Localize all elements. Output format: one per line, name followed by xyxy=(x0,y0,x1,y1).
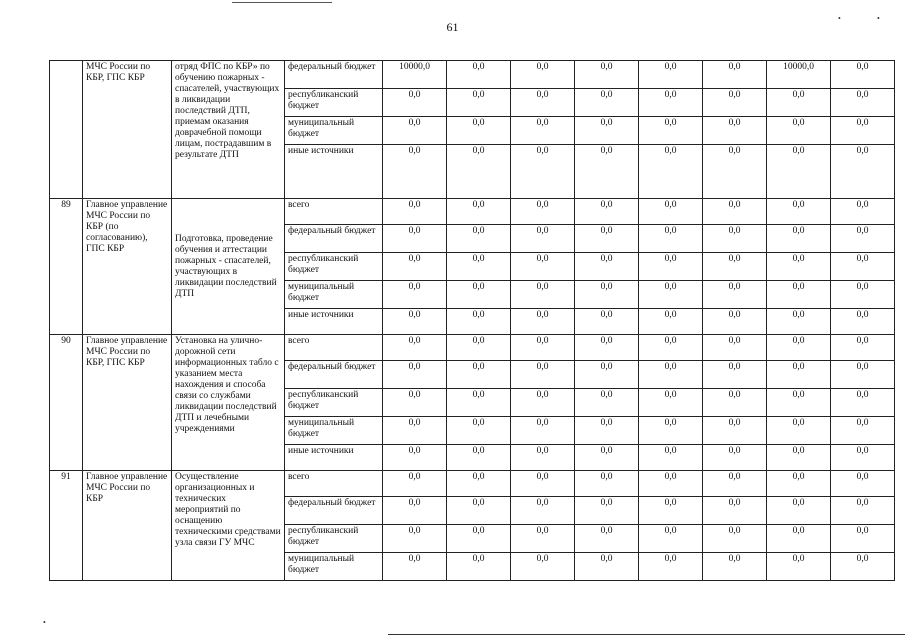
scan-bottom-line xyxy=(388,634,905,635)
amount-cell: 0,0 xyxy=(831,389,895,417)
amount-cell: 0,0 xyxy=(639,117,703,145)
amount-cell: 0,0 xyxy=(703,281,767,309)
amount-cell: 0,0 xyxy=(447,445,511,471)
amount-cell: 0,0 xyxy=(511,335,575,361)
amount-cell: 0,0 xyxy=(831,199,895,225)
amount-cell: 10000,0 xyxy=(383,61,447,89)
amount-cell: 0,0 xyxy=(703,525,767,553)
amount-cell: 0,0 xyxy=(575,471,639,497)
funding-source: республиканский бюджет xyxy=(285,253,383,281)
amount-cell: 0,0 xyxy=(831,417,895,445)
amount-cell: 0,0 xyxy=(639,361,703,389)
amount-cell: 0,0 xyxy=(703,61,767,89)
table-row xyxy=(50,61,895,89)
amount-cell: 0,0 xyxy=(447,389,511,417)
amount-cell: 0,0 xyxy=(511,497,575,525)
amount-cell: 0,0 xyxy=(767,145,831,199)
amount-cell: 0,0 xyxy=(383,89,447,117)
funding-source: всего xyxy=(285,199,383,225)
amount-cell: 0,0 xyxy=(383,253,447,281)
measure-description: Установка на улично-дорожной сети информационных табло с указанием места нахождения и способа связи со службами ликвидации последствий ДТП и лечебными учреждениями xyxy=(172,335,285,471)
scan-speck: • xyxy=(877,14,880,23)
amount-cell: 0,0 xyxy=(831,145,895,199)
amount-cell: 0,0 xyxy=(831,335,895,361)
amount-cell: 0,0 xyxy=(447,89,511,117)
amount-cell: 0,0 xyxy=(639,199,703,225)
amount-cell: 0,0 xyxy=(447,471,511,497)
amount-cell: 0,0 xyxy=(703,361,767,389)
page-number: 61 xyxy=(446,20,459,34)
amount-cell: 0,0 xyxy=(575,309,639,335)
amount-cell: 0,0 xyxy=(511,471,575,497)
amount-cell: 0,0 xyxy=(383,525,447,553)
amount-cell: 0,0 xyxy=(575,525,639,553)
funding-source: федеральный бюджет xyxy=(285,361,383,389)
row-number: 90 xyxy=(50,335,83,471)
amount-cell: 0,0 xyxy=(831,225,895,253)
amount-cell: 0,0 xyxy=(703,471,767,497)
amount-cell: 0,0 xyxy=(639,225,703,253)
amount-cell: 0,0 xyxy=(703,145,767,199)
amount-cell: 0,0 xyxy=(383,497,447,525)
amount-cell: 0,0 xyxy=(703,117,767,145)
amount-cell: 0,0 xyxy=(639,281,703,309)
funding-source: иные источники xyxy=(285,445,383,471)
amount-cell: 0,0 xyxy=(575,553,639,581)
amount-cell: 0,0 xyxy=(639,253,703,281)
funding-source: иные источники xyxy=(285,309,383,335)
amount-cell: 0,0 xyxy=(831,281,895,309)
funding-source: федеральный бюджет xyxy=(285,61,383,89)
amount-cell: 0,0 xyxy=(575,61,639,89)
amount-cell: 0,0 xyxy=(511,361,575,389)
amount-cell: 0,0 xyxy=(383,199,447,225)
amount-cell: 0,0 xyxy=(575,445,639,471)
amount-cell: 0,0 xyxy=(767,89,831,117)
funding-source: муниципальный бюджет xyxy=(285,117,383,145)
amount-cell: 0,0 xyxy=(511,199,575,225)
amount-cell: 0,0 xyxy=(575,281,639,309)
amount-cell: 0,0 xyxy=(575,253,639,281)
amount-cell: 0,0 xyxy=(575,117,639,145)
amount-cell: 0,0 xyxy=(447,281,511,309)
amount-cell: 0,0 xyxy=(447,361,511,389)
amount-cell: 0,0 xyxy=(767,525,831,553)
amount-cell: 0,0 xyxy=(639,89,703,117)
amount-cell: 0,0 xyxy=(639,497,703,525)
responsible-organization: Главное управление МЧС России по КБР (по согласованию), ГПС КБР xyxy=(83,199,172,335)
funding-source: муниципальный бюджет xyxy=(285,553,383,581)
amount-cell: 0,0 xyxy=(703,335,767,361)
amount-cell: 0,0 xyxy=(639,417,703,445)
funding-source: всего xyxy=(285,471,383,497)
amount-cell: 0,0 xyxy=(703,89,767,117)
amount-cell: 0,0 xyxy=(639,471,703,497)
amount-cell: 0,0 xyxy=(447,525,511,553)
measure-description: Подготовка, проведение обучения и аттестации пожарных - спасателей, участвующих в ликвидации последствий ДТП xyxy=(172,199,285,335)
amount-cell: 0,0 xyxy=(447,309,511,335)
funding-source: муниципальный бюджет xyxy=(285,281,383,309)
amount-cell: 0,0 xyxy=(511,553,575,581)
amount-cell: 0,0 xyxy=(383,553,447,581)
amount-cell: 0,0 xyxy=(703,199,767,225)
amount-cell: 0,0 xyxy=(447,145,511,199)
row-number: 91 xyxy=(50,471,83,581)
amount-cell: 0,0 xyxy=(767,417,831,445)
amount-cell: 0,0 xyxy=(383,445,447,471)
amount-cell: 0,0 xyxy=(639,553,703,581)
amount-cell: 0,0 xyxy=(703,389,767,417)
amount-cell: 0,0 xyxy=(767,335,831,361)
amount-cell: 0,0 xyxy=(383,281,447,309)
amount-cell: 0,0 xyxy=(703,497,767,525)
amount-cell: 0,0 xyxy=(575,225,639,253)
amount-cell: 0,0 xyxy=(639,145,703,199)
amount-cell: 0,0 xyxy=(511,417,575,445)
amount-cell: 0,0 xyxy=(447,417,511,445)
amount-cell: 0,0 xyxy=(767,309,831,335)
amount-cell: 0,0 xyxy=(383,335,447,361)
amount-cell: 0,0 xyxy=(447,253,511,281)
responsible-organization: МЧС России по КБР, ГПС КБР xyxy=(83,61,172,199)
amount-cell: 0,0 xyxy=(447,117,511,145)
amount-cell: 0,0 xyxy=(511,61,575,89)
amount-cell: 0,0 xyxy=(447,61,511,89)
amount-cell: 0,0 xyxy=(639,445,703,471)
amount-cell: 0,0 xyxy=(575,389,639,417)
amount-cell: 0,0 xyxy=(511,253,575,281)
amount-cell: 0,0 xyxy=(383,471,447,497)
amount-cell: 0,0 xyxy=(639,335,703,361)
amount-cell: 0,0 xyxy=(383,417,447,445)
funding-source: республиканский бюджет xyxy=(285,525,383,553)
amount-cell: 0,0 xyxy=(767,471,831,497)
amount-cell: 0,0 xyxy=(831,553,895,581)
amount-cell: 0,0 xyxy=(447,497,511,525)
table-body xyxy=(50,61,895,581)
funding-source: республиканский бюджет xyxy=(285,89,383,117)
amount-cell: 0,0 xyxy=(511,309,575,335)
scan-speck: • xyxy=(43,618,46,627)
scan-speck: • xyxy=(838,14,841,23)
amount-cell: 0,0 xyxy=(831,253,895,281)
responsible-organization: Главное управление МЧС России по КБР xyxy=(83,471,172,581)
amount-cell: 0,0 xyxy=(511,281,575,309)
amount-cell: 0,0 xyxy=(575,361,639,389)
amount-cell: 10000,0 xyxy=(767,61,831,89)
budget-table xyxy=(49,60,895,581)
amount-cell: 0,0 xyxy=(703,253,767,281)
amount-cell: 0,0 xyxy=(831,497,895,525)
amount-cell: 0,0 xyxy=(767,281,831,309)
amount-cell: 0,0 xyxy=(575,497,639,525)
amount-cell: 0,0 xyxy=(831,361,895,389)
funding-source: всего xyxy=(285,335,383,361)
funding-source: иные источники xyxy=(285,145,383,199)
amount-cell: 0,0 xyxy=(383,117,447,145)
amount-cell: 0,0 xyxy=(511,445,575,471)
amount-cell: 0,0 xyxy=(511,89,575,117)
amount-cell: 0,0 xyxy=(831,445,895,471)
amount-cell: 0,0 xyxy=(383,361,447,389)
funding-source: федеральный бюджет xyxy=(285,225,383,253)
table-row xyxy=(50,335,895,361)
table-row xyxy=(50,471,895,497)
amount-cell: 0,0 xyxy=(767,497,831,525)
amount-cell: 0,0 xyxy=(703,553,767,581)
responsible-organization: Главное управление МЧС России по КБР, ГПС КБР xyxy=(83,335,172,471)
amount-cell: 0,0 xyxy=(639,389,703,417)
funding-source: муниципальный бюджет xyxy=(285,417,383,445)
amount-cell: 0,0 xyxy=(511,117,575,145)
table-row xyxy=(50,199,895,225)
amount-cell: 0,0 xyxy=(831,61,895,89)
amount-cell: 0,0 xyxy=(767,445,831,471)
amount-cell: 0,0 xyxy=(639,525,703,553)
amount-cell: 0,0 xyxy=(703,309,767,335)
amount-cell: 0,0 xyxy=(383,309,447,335)
funding-source: республиканский бюджет xyxy=(285,389,383,417)
amount-cell: 0,0 xyxy=(831,89,895,117)
amount-cell: 0,0 xyxy=(831,309,895,335)
amount-cell: 0,0 xyxy=(575,145,639,199)
measure-description: отряд ФПС по КБР» по обучению пожарных - спасателей, участвующих в ликвидации последствий ДТП, приемам оказания доврачебной помощи лицам, пострадавшим в результате ДТП xyxy=(172,61,285,199)
scan-edge-line xyxy=(232,0,332,3)
amount-cell: 0,0 xyxy=(639,309,703,335)
amount-cell: 0,0 xyxy=(575,199,639,225)
amount-cell: 0,0 xyxy=(511,225,575,253)
amount-cell: 0,0 xyxy=(511,525,575,553)
amount-cell: 0,0 xyxy=(767,253,831,281)
row-number xyxy=(50,61,83,199)
amount-cell: 0,0 xyxy=(575,417,639,445)
amount-cell: 0,0 xyxy=(703,225,767,253)
amount-cell: 0,0 xyxy=(383,225,447,253)
amount-cell: 0,0 xyxy=(831,117,895,145)
amount-cell: 0,0 xyxy=(447,199,511,225)
amount-cell: 0,0 xyxy=(767,553,831,581)
amount-cell: 0,0 xyxy=(767,361,831,389)
amount-cell: 0,0 xyxy=(767,225,831,253)
amount-cell: 0,0 xyxy=(831,525,895,553)
amount-cell: 0,0 xyxy=(767,199,831,225)
amount-cell: 0,0 xyxy=(831,471,895,497)
amount-cell: 0,0 xyxy=(703,445,767,471)
row-number: 89 xyxy=(50,199,83,335)
amount-cell: 0,0 xyxy=(447,335,511,361)
amount-cell: 0,0 xyxy=(575,89,639,117)
amount-cell: 0,0 xyxy=(767,117,831,145)
amount-cell: 0,0 xyxy=(383,145,447,199)
amount-cell: 0,0 xyxy=(703,417,767,445)
amount-cell: 0,0 xyxy=(383,389,447,417)
amount-cell: 0,0 xyxy=(639,61,703,89)
amount-cell: 0,0 xyxy=(447,225,511,253)
amount-cell: 0,0 xyxy=(447,553,511,581)
amount-cell: 0,0 xyxy=(511,389,575,417)
measure-description: Осуществление организационных и технических мероприятий по оснащению техническими средствами узла связи ГУ МЧС xyxy=(172,471,285,581)
amount-cell: 0,0 xyxy=(511,145,575,199)
funding-source: федеральный бюджет xyxy=(285,497,383,525)
amount-cell: 0,0 xyxy=(767,389,831,417)
amount-cell: 0,0 xyxy=(575,335,639,361)
